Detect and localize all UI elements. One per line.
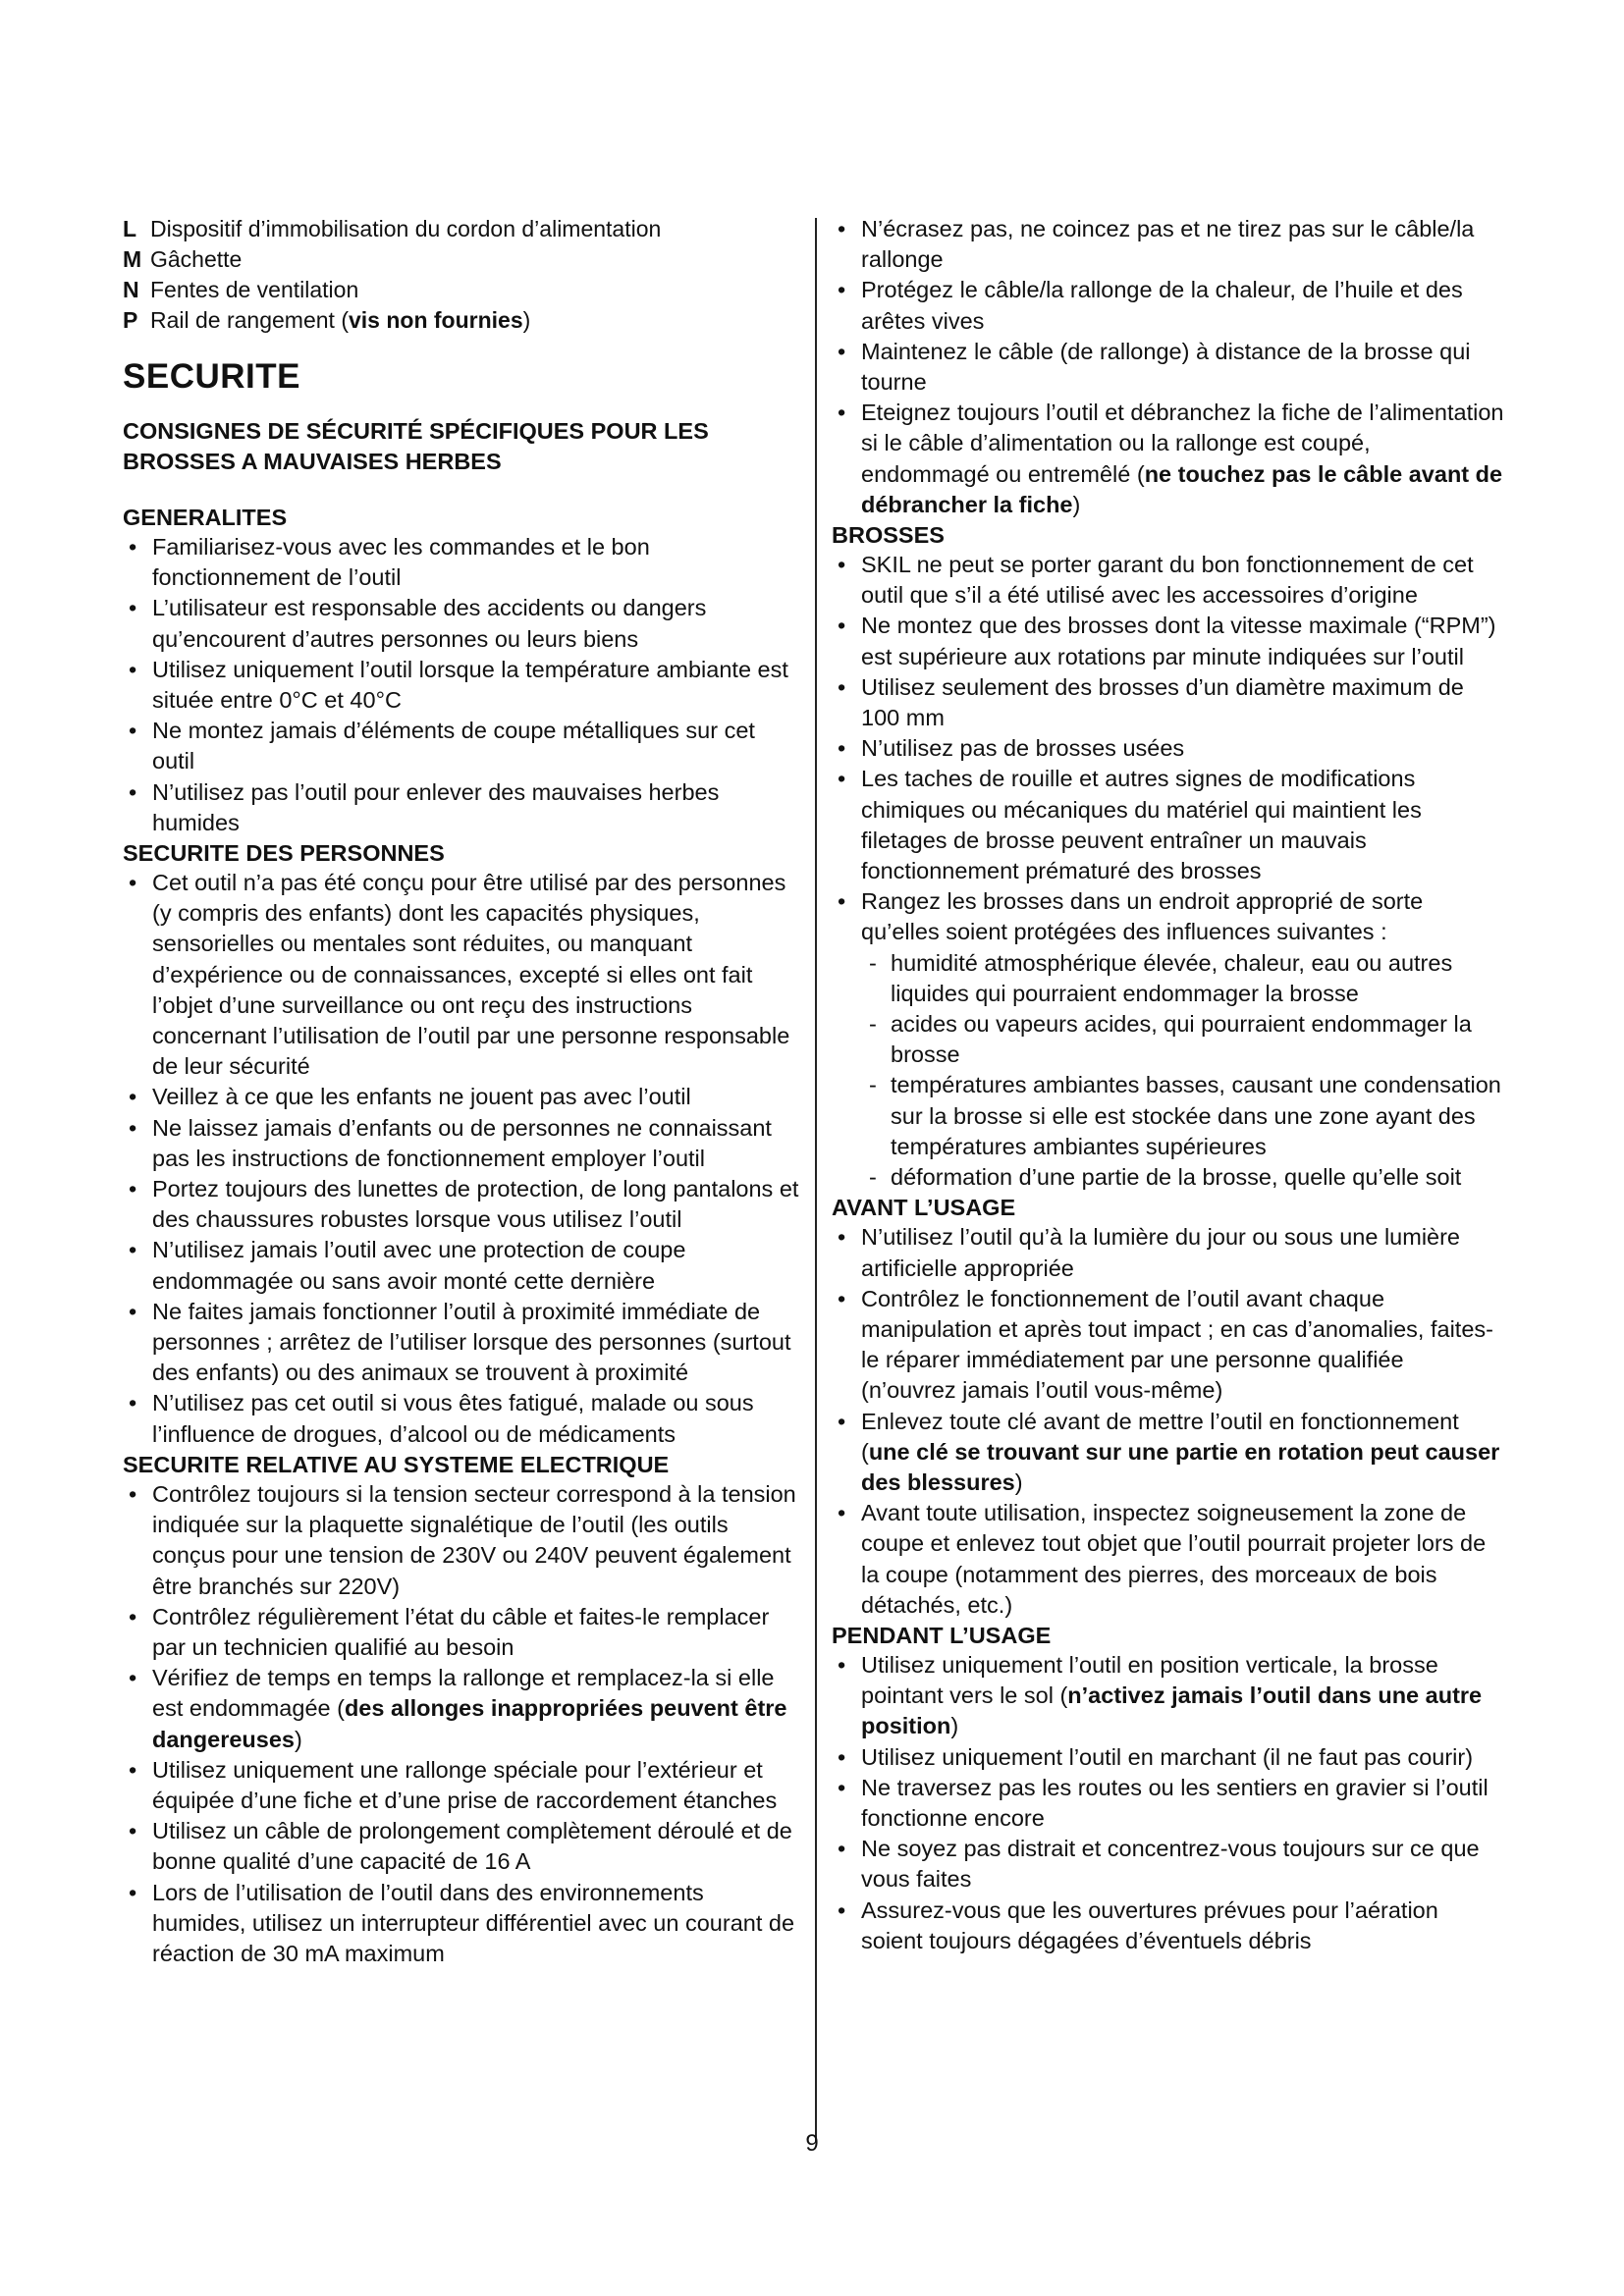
list-brosses [832,550,1504,1193]
list-item: • Rangez les brosses dans un endroit approprié de sorte qu’elles soient protégées des influences suivantes : - humidité atmosphérique élevée, chaleur, eau ou autres liquides qui pourraient endommager la brosse - acides ou vapeurs acides, qui pourraient endommager la brosse - températures ambiantes basses, causant une condensation sur la brosse si elle est stockée dans une zone ayant des températures ambiantes supérieures - déformation d’une partie de la brosse, quelle qu’elle soit [832,886,1504,1193]
list-avant [832,1222,1504,1621]
list-item: • Vérifiez de temps en temps la rallonge et remplacez-la si elle est endommagée (des allonges inappropriées peuvent être dangereuses) [123,1663,800,1755]
column-divider [815,218,817,2142]
list-item: • SKIL ne peut se porter garant du bon fonctionnement de cet outil que s’il a été utilisé avec les accessoires d’origine [832,550,1504,611]
list-item: • N’utilisez l’outil qu’à la lumière du jour ou sous une lumière artificielle appropriée [832,1222,1504,1283]
heading-pendant: PENDANT L’USAGE [832,1622,1052,1648]
sublist-item: - températures ambiantes basses, causant une condensation sur la brosse si elle est stockée dans une zone ayant des températures ambiantes supérieures [861,1070,1504,1162]
list-item: • Familiarisez-vous avec les commandes et le bon fonctionnement de l’outil [123,532,800,593]
list-item: • Lors de l’utilisation de l’outil dans des environnements humides, utilisez un interrupteur différentiel avec un courant de réaction de 30 mA maximum [123,1878,800,1970]
section-subtitle: CONSIGNES DE SÉCURITÉ SPÉCIFIQUES POUR LES BROSSES A MAUVAISES HERBES [123,418,709,474]
page-number: 9 [805,2130,819,2157]
list-item: • N’utilisez pas de brosses usées [832,733,1504,764]
heading-personnes: SECURITE DES PERSONNES [123,840,445,867]
page-title: SECURITE [123,357,300,396]
list-item: • Assurez-vous que les ouvertures prévues pour l’aération soient toujours dégagées d’éventuels débris [832,1896,1504,1956]
list-item: • Ne montez que des brosses dont la vitesse maximale (“RPM”) est supérieure aux rotations par minute indiquées sur l’outil [832,611,1504,671]
list-generalites [123,532,800,838]
heading-generalites: GENERALITES [123,505,288,530]
list-item: • Ne faites jamais fonctionner l’outil à proximité immédiate de personnes ; arrêtez de l’utiliser lorsque des personnes (surtout des enfants) ou des animaux se trouvent à proximité [123,1297,800,1389]
list-item: • N’utilisez pas l’outil pour enlever des mauvaises herbes humides [123,777,800,838]
list-item: • N’écrasez pas, ne coincez pas et ne tirez pas sur le câble/la rallonge [832,214,1504,275]
list-item: • Maintenez le câble (de rallonge) à distance de la brosse qui tourne [832,337,1504,398]
list-item: • L’utilisateur est responsable des accidents ou dangers qu’encourent d’autres personnes ou leurs biens [123,593,800,654]
list-pendant [832,1650,1504,1956]
legend-item-p: P Rail de rangement (vis non fournies) [123,307,531,333]
list-item: • Contrôlez toujours si la tension secteur correspond à la tension indiquée sur la plaquette signalétique de l’outil (les outils conçus pour une tension de 230V ou 240V peuvent également être branchés sur 220V) [123,1479,800,1602]
heading-brosses: BROSSES [832,522,945,549]
sublist-storage [861,948,1504,1194]
list-item: • Utilisez un câble de prolongement complètement déroulé et de bonne qualité d’une capacité de 16 A [123,1816,800,1877]
list-item: • Utilisez uniquement l’outil lorsque la température ambiante est située entre 0°C et 40°C [123,655,800,716]
sublist-item: - déformation d’une partie de la brosse, quelle qu’elle soit [861,1162,1504,1193]
list-item: • Utilisez uniquement l’outil en marchant (il ne faut pas courir) [832,1742,1504,1773]
list-personnes [123,868,800,1450]
sublist-item: - humidité atmosphérique élevée, chaleur, eau ou autres liquides qui pourraient endommager la brosse [861,948,1504,1009]
list-item: • Contrôlez le fonctionnement de l’outil avant chaque manipulation et après tout impact ; en cas d’anomalies, faites-le réparer immédiatement par une personne qualifiée (n’ouvrez jamais l’outil vous-même) [832,1284,1504,1407]
list-item: • Eteignez toujours l’outil et débranchez la fiche de l’alimentation si le câble d’alimentation ou la rallonge est coupé, endommagé ou entremêlé (ne touchez pas le câble avant de débrancher la fiche) [832,398,1504,520]
list-electrique [123,1479,800,1969]
list-item: • Les taches de rouille et autres signes de modifications chimiques ou mécaniques du matériel qui maintient les filetages de brosse peuvent entraîner un mauvais fonctionnement prématuré des brosses [832,764,1504,886]
list-item: • Utilisez uniquement une rallonge spéciale pour l’extérieur et équipée d’une fiche et d’une prise de raccordement étanches [123,1755,800,1816]
list-item: • Ne montez jamais d’éléments de coupe métalliques sur cet outil [123,716,800,776]
list-item: • Veillez à ce que les enfants ne jouent pas avec l’outil [123,1082,800,1112]
list-item: • Contrôlez régulièrement l’état du câble et faites-le remplacer par un technicien qualifié au besoin [123,1602,800,1663]
list-item: • N’utilisez pas cet outil si vous êtes fatigué, malade ou sous l’influence de drogues, d’alcool ou de médicaments [123,1388,800,1449]
list-item: • Ne traversez pas les routes ou les sentiers en gravier si l’outil fonctionne encore [832,1773,1504,1834]
legend-item-l: L Dispositif d’immobilisation du cordon d’alimentation [123,216,662,241]
list-item: • Protégez le câble/la rallonge de la chaleur, de l’huile et des arêtes vives [832,275,1504,336]
list-item: • Ne laissez jamais d’enfants ou de personnes ne connaissant pas les instructions de fonctionnement employer l’outil [123,1113,800,1174]
heading-avant: AVANT L’USAGE [832,1195,1016,1221]
list-item: • Cet outil n’a pas été conçu pour être utilisé par des personnes (y compris des enfants) dont les capacités physiques, sensorielles ou mentales sont réduites, ou manquant d’expérience ou de connaissances, excepté si elles ont fait l’objet d’une surveillance ou ont reçu des instructions concernant l’utilisation de l’outil par une personne responsable de leur sécurité [123,868,800,1082]
right-column [832,214,1504,1956]
heading-electrique: SECURITE RELATIVE AU SYSTEME ELECTRIQUE [123,1451,670,1477]
list-item: • Avant toute utilisation, inspectez soigneusement la zone de coupe et enlevez tout objet que l’outil pourrait projeter lors de la coupe (notamment des pierres, des morceaux de bois détachés, etc.) [832,1498,1504,1621]
list-item: • Utilisez seulement des brosses d’un diamètre maximum de 100 mm [832,672,1504,733]
sublist-item: - acides ou vapeurs acides, qui pourraient endommager la brosse [861,1009,1504,1070]
list-cable [832,214,1504,520]
list-item: • Ne soyez pas distrait et concentrez-vous toujours sur ce que vous faites [832,1834,1504,1895]
legend-item-m: M Gâchette [123,246,243,272]
left-column [123,214,800,1969]
parts-legend [123,214,800,336]
list-item: • Utilisez uniquement l’outil en position verticale, la brosse pointant vers le sol (n’activez jamais l’outil dans une autre position) [832,1650,1504,1742]
list-item: • N’utilisez jamais l’outil avec une protection de coupe endommagée ou sans avoir monté cette dernière [123,1235,800,1296]
list-item: • Enlevez toute clé avant de mettre l’outil en fonctionnement (une clé se trouvant sur une partie en rotation peut causer des blessures) [832,1407,1504,1499]
list-item: • Portez toujours des lunettes de protection, de long pantalons et des chaussures robustes lorsque vous utilisez l’outil [123,1174,800,1235]
legend-item-n: N Fentes de ventilation [123,277,359,302]
